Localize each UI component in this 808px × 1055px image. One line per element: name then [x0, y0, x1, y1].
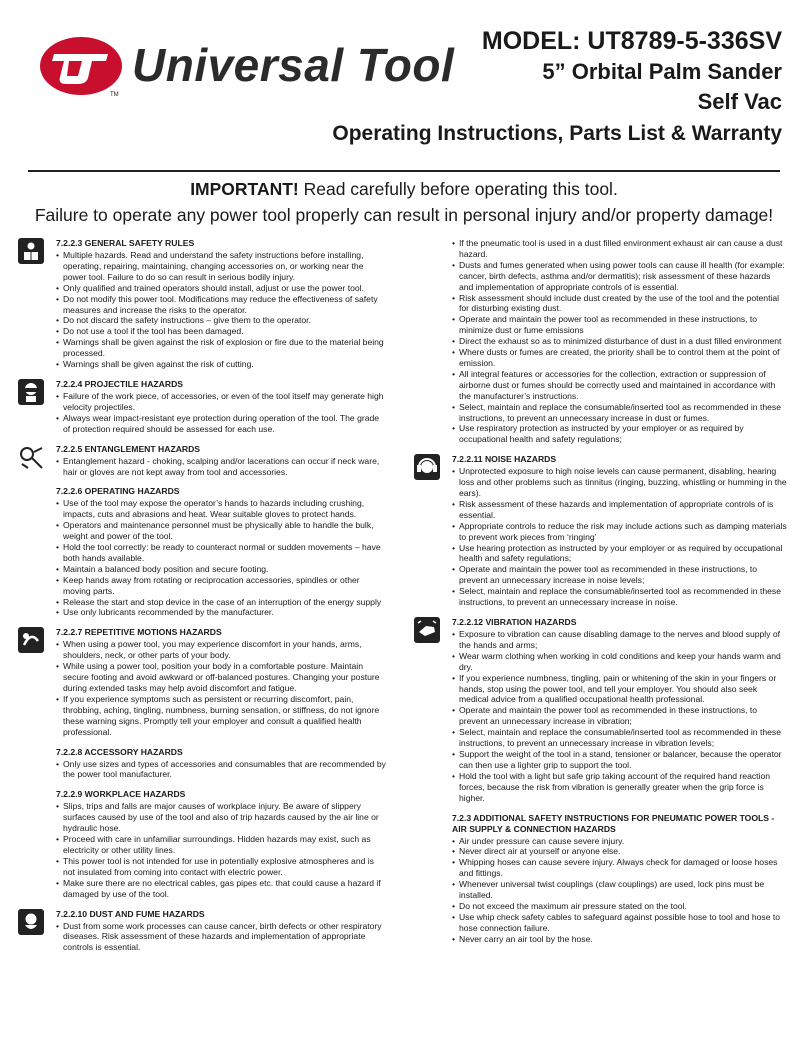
section-bullets — [56, 456, 386, 478]
bullet-item: • Only use sizes and types of accessories and consumables that are recommended by the power tool manufacturer. — [56, 759, 386, 781]
bullet-item: • Support the weight of the tool in a stand, tensioner or balancer, because the operator can then use a lighter grip to support the tool. — [452, 749, 787, 771]
dust-mask-icon — [18, 909, 44, 935]
bullet-item: • Only qualified and trained operators should install, adjust or use the power tool. — [56, 283, 386, 294]
right-column — [412, 238, 787, 954]
bullet-item: • Operate and maintain the power tool as recommended in these instructions, to minimize dust or fume emissions — [452, 314, 787, 336]
section-bullets — [56, 759, 386, 781]
safety-section — [16, 909, 386, 954]
important-line1: Read carefully before operating this tool. — [298, 179, 618, 199]
section-title: 7.2.2.8 ACCESSORY HAZARDS — [56, 746, 183, 757]
section-bullets — [452, 466, 787, 608]
header-divider — [28, 170, 780, 172]
section-title: 7.2.2.7 REPETITIVE MOTIONS HAZARDS — [56, 627, 222, 638]
safety-section — [412, 454, 787, 608]
section-title: 7.2.2.3 GENERAL SAFETY RULES — [56, 238, 195, 248]
section-bullets — [56, 639, 386, 737]
section-title: 7.2.2.12 VIBRATION HAZARDS — [452, 617, 577, 627]
entanglement-icon — [18, 444, 44, 470]
product-name: 5” Orbital Palm Sander — [542, 59, 782, 84]
bullet-item: • Operators and maintenance personnel must be physically able to handle the bulk, weight and power of the tool. — [56, 520, 386, 542]
safety-section — [16, 238, 386, 370]
bullet-item: • Exposure to vibration can cause disabling damage to the nerves and blood supply of the hands and arms; — [452, 629, 787, 651]
bullet-item: • If you experience numbness, tingling, pain or whitening of the skin in your fingers or hands, stop using the power tool, and tell your employer. You should also seek medical advice from a qualified occupational health professional. — [452, 673, 787, 706]
left-column — [16, 238, 386, 962]
bullet-item: • Never direct air at yourself or anyone else. — [452, 846, 787, 857]
bullet-item: • Multiple hazards. Read and understand the safety instructions before installing, operating, repairing, maintaining, changing accessories on, or working near the power tool. Failure to do so can result in serious bodily injury. — [56, 250, 386, 283]
bullet-item: • Use hearing protection as instructed by your employer or as required by occupational health and safety regulations; — [452, 543, 787, 565]
ear-protection-icon — [414, 454, 440, 480]
bullet-item: • While using a power tool, position your body in a comfortable posture. Maintain secure footing and avoid awkward or off-balanced postures. Changing your posture during extended tasks may help avoid discomfort and fatigue. — [56, 661, 386, 694]
bullet-item: • Operate and maintain the power tool as recommended in these instructions, to prevent an unnecessary increase in noise levels; — [452, 564, 787, 586]
bullet-item: • Select, maintain and replace the consumable/inserted tool as recommended in these instructions, to prevent an unnecessary increase in dust or fumes. — [452, 402, 787, 424]
bullet-item: • Where dusts or fumes are created, the priority shall be to control them at the point of emission. — [452, 347, 787, 369]
bullet-item: • Wear warm clothing when working in cold conditions and keep your hands warm and dry. — [452, 651, 787, 673]
bullet-item: • Hold the tool correctly: be ready to counteract normal or sudden movements – have both hands available. — [56, 542, 386, 564]
section-bullets — [56, 250, 386, 370]
bullet-item: • Use of the tool may expose the operator’s hands to hazards including crushing, impacts, cuts and abrasions and heat. Wear suitable gloves to protect hands. — [56, 498, 386, 520]
section-title: 7.2.2.4 PROJECTILE HAZARDS — [56, 378, 184, 389]
bullet-item: • Dust from some work processes can cause cancer, birth defects or other respiratory diseases. Risk assessment of these hazards and implementation of appropriate controls is essential. — [56, 921, 386, 954]
bullet-item: • Appropriate controls to reduce the risk may include actions such as damping materials to prevent work pieces from ‘ringing’ — [452, 521, 787, 543]
brand-name: Universal Tool — [132, 39, 455, 91]
section-bullets — [56, 498, 386, 618]
bullet-item: • If you experience symptoms such as persistent or recurring discomfort, pain, throbbing, aching, tingling, numbness, burning sensation, or stiffness, do not ignore these warning signs. Promptly tell your employer and consult a qualified health professional. — [56, 694, 386, 738]
trademark-mark: TM — [110, 92, 119, 98]
bullet-item: • Whipping hoses can cause severe injury. Always check for damaged or loose hoses and fittings. — [452, 857, 787, 879]
bullet-item: • Unprotected exposure to high noise levels can cause permanent, disabling, hearing loss and other problems such as tinnitus (ringing, buzzing, whistling or humming in the ears). — [452, 466, 787, 499]
section-bullets — [452, 836, 787, 945]
document-title: Operating Instructions, Parts List & Warranty — [332, 122, 782, 145]
section-bullets — [452, 238, 787, 445]
section-bullets — [56, 801, 386, 899]
safety-section — [16, 789, 386, 899]
header — [0, 0, 808, 170]
read-manual-icon — [18, 238, 44, 264]
bullet-item: • Operate and maintain the power tool as recommended in these instructions, to prevent an unnecessary increase in vibration; — [452, 705, 787, 727]
bullet-item: • Always wear impact-resistant eye protection during operation of the tool. The grade of protection required should be assessed for each use. — [56, 413, 386, 435]
bullet-item: • Entanglement hazard - choking, scalping and/or lacerations can occur if neck ware, hair or gloves are not kept away from tool and accessories. — [56, 456, 386, 478]
safety-section — [16, 747, 386, 781]
safety-section — [412, 238, 787, 445]
section-title: 7.2.2.10 DUST AND FUME HAZARDS — [56, 908, 205, 919]
important-lead: IMPORTANT! — [190, 179, 299, 199]
bullet-item: • Do not modify this power tool. Modifications may reduce the effectiveness of safety measures and increase the risks to the operator. — [56, 294, 386, 316]
bullet-item: • Air under pressure can cause severe injury. — [452, 836, 787, 847]
bullet-item: • Proceed with care in unfamiliar surroundings. Hidden hazards may exist, such as electricity or other utility lines. — [56, 834, 386, 856]
bullet-item: • Use whip check safety cables to safeguard against possible hose to tool and hose to hose connection failure. — [452, 912, 787, 934]
bullet-item: • Hold the tool with a light but safe grip taking account of the required hand reaction forces, because the risk from vibration is generally greater when the grip force is higher. — [452, 771, 787, 804]
section-title: 7.2.2.11 NOISE HAZARDS — [452, 454, 557, 465]
bullet-item: • Use respiratory protection as instructed by your employer or as required by occupational health and safety regulations; — [452, 423, 787, 445]
section-bullets — [56, 921, 386, 954]
section-title: 7.2.2.9 WORKPLACE HAZARDS — [56, 789, 186, 800]
safety-glasses-icon — [18, 379, 44, 405]
bullet-item: • Slips, trips and falls are major causes of workplace injury. Be aware of slippery surfaces caused by use of the tool and also of trip hazards caused by the air line or hydraulic hose. — [56, 801, 386, 834]
bullet-item: • This power tool is not intended for use in potentially explosive atmospheres and is not insulated from coming into contact with electric power. — [56, 856, 386, 878]
safety-section — [16, 444, 386, 478]
bullet-item: • Failure of the work piece, of accessories, or even of the tool itself may generate high velocity projectiles. — [56, 391, 386, 413]
bullet-item: • If the pneumatic tool is used in a dust filled environment exhaust air can cause a dust hazard. — [452, 238, 787, 260]
bullet-item: • All integral features or accessories for the collection, extraction or suppression of airborne dust or fumes should be correctly used and maintained in accordance with the manufacturer’s instructions. — [452, 369, 787, 402]
product-variant: Self Vac — [697, 89, 782, 114]
bullet-item: • Dusts and fumes generated when using power tools can cause ill health (for example: cancer, birth defects, asthma and/or dermatitis); risk assessment of these hazards and implementation of appropriate controls of is essential. — [452, 260, 787, 293]
section-title: 7.2.2.5 ENTANGLEMENT HAZARDS — [56, 443, 201, 454]
bullet-item: • Never carry an air tool by the hose. — [452, 934, 787, 945]
bullet-item: • Risk assessment of these hazards and implementation of appropriate controls of is essential. — [452, 499, 787, 521]
bullet-item: • Direct the exhaust so as to minimized disturbance of dust in a dust filled environment — [452, 336, 787, 347]
bullet-item: • Do not discard the safety instructions – give them to the operator. — [56, 315, 386, 326]
bullet-item: • Do not use a tool if the tool has been damaged. — [56, 326, 386, 337]
safety-section — [16, 627, 386, 737]
safety-section — [412, 617, 787, 804]
title-block — [332, 26, 782, 149]
safety-section — [412, 813, 787, 945]
bullet-item: • When using a power tool, you may experience discomfort in your hands, arms, shoulders, neck, or other parts of your body. — [56, 639, 386, 661]
bullet-item: • Do not exceed the maximum air pressure stated on the tool. — [452, 901, 787, 912]
section-title: 7.2.2.6 OPERATING HAZARDS — [56, 486, 180, 497]
repetitive-motion-icon — [18, 627, 44, 653]
model-number: MODEL: UT8789-5-336SV — [481, 27, 782, 55]
safety-section — [16, 486, 386, 618]
bullet-item: • Warnings shall be given against the risk of cutting. — [56, 359, 386, 370]
bullet-item: • Select, maintain and replace the consumable/inserted tool as recommended in these instructions, to prevent an unnecessary increase in noise. — [452, 586, 787, 608]
section-title: 7.2.3 ADDITIONAL SAFETY INSTRUCTIONS FOR PNEUMATIC POWER TOOLS - AIR SUPPLY & CONNECTION HAZARDS — [452, 812, 775, 834]
section-bullets — [452, 629, 787, 804]
bullet-item: • Keep hands away from rotating or reciprocation accessories, spindles or other moving parts. — [56, 575, 386, 597]
vibration-icon — [414, 617, 440, 643]
important-notice — [20, 176, 788, 228]
bullet-item: • Risk assessment should include dust created by the use of the tool and the potential for disturbing existing dust. — [452, 293, 787, 315]
bullet-item: • Maintain a balanced body position and secure footing. — [56, 564, 386, 575]
bullet-item: • Make sure there are no electrical cables, gas pipes etc. that could cause a hazard if damaged by use of the tool. — [56, 878, 386, 900]
bullet-item: • Select, maintain and replace the consumable/inserted tool as recommended in these instructions, to prevent an unnecessary increase in vibration levels; — [452, 727, 787, 749]
bullet-item: • Use only lubricants recommended by the manufacturer. — [56, 607, 386, 618]
bullet-item: • Whenever universal twist couplings (claw couplings) are used, lock pins must be installed. — [452, 879, 787, 901]
section-bullets — [56, 391, 386, 435]
important-line2: Failure to operate any power tool properly can result in personal injury and/or property damage! — [34, 205, 774, 225]
bullet-item: • Release the start and stop device in the case of an interruption of the energy supply — [56, 597, 386, 608]
safety-section — [16, 379, 386, 435]
bullet-item: • Warnings shall be given against the risk of explosion or fire due to the material being processed. — [56, 337, 386, 359]
